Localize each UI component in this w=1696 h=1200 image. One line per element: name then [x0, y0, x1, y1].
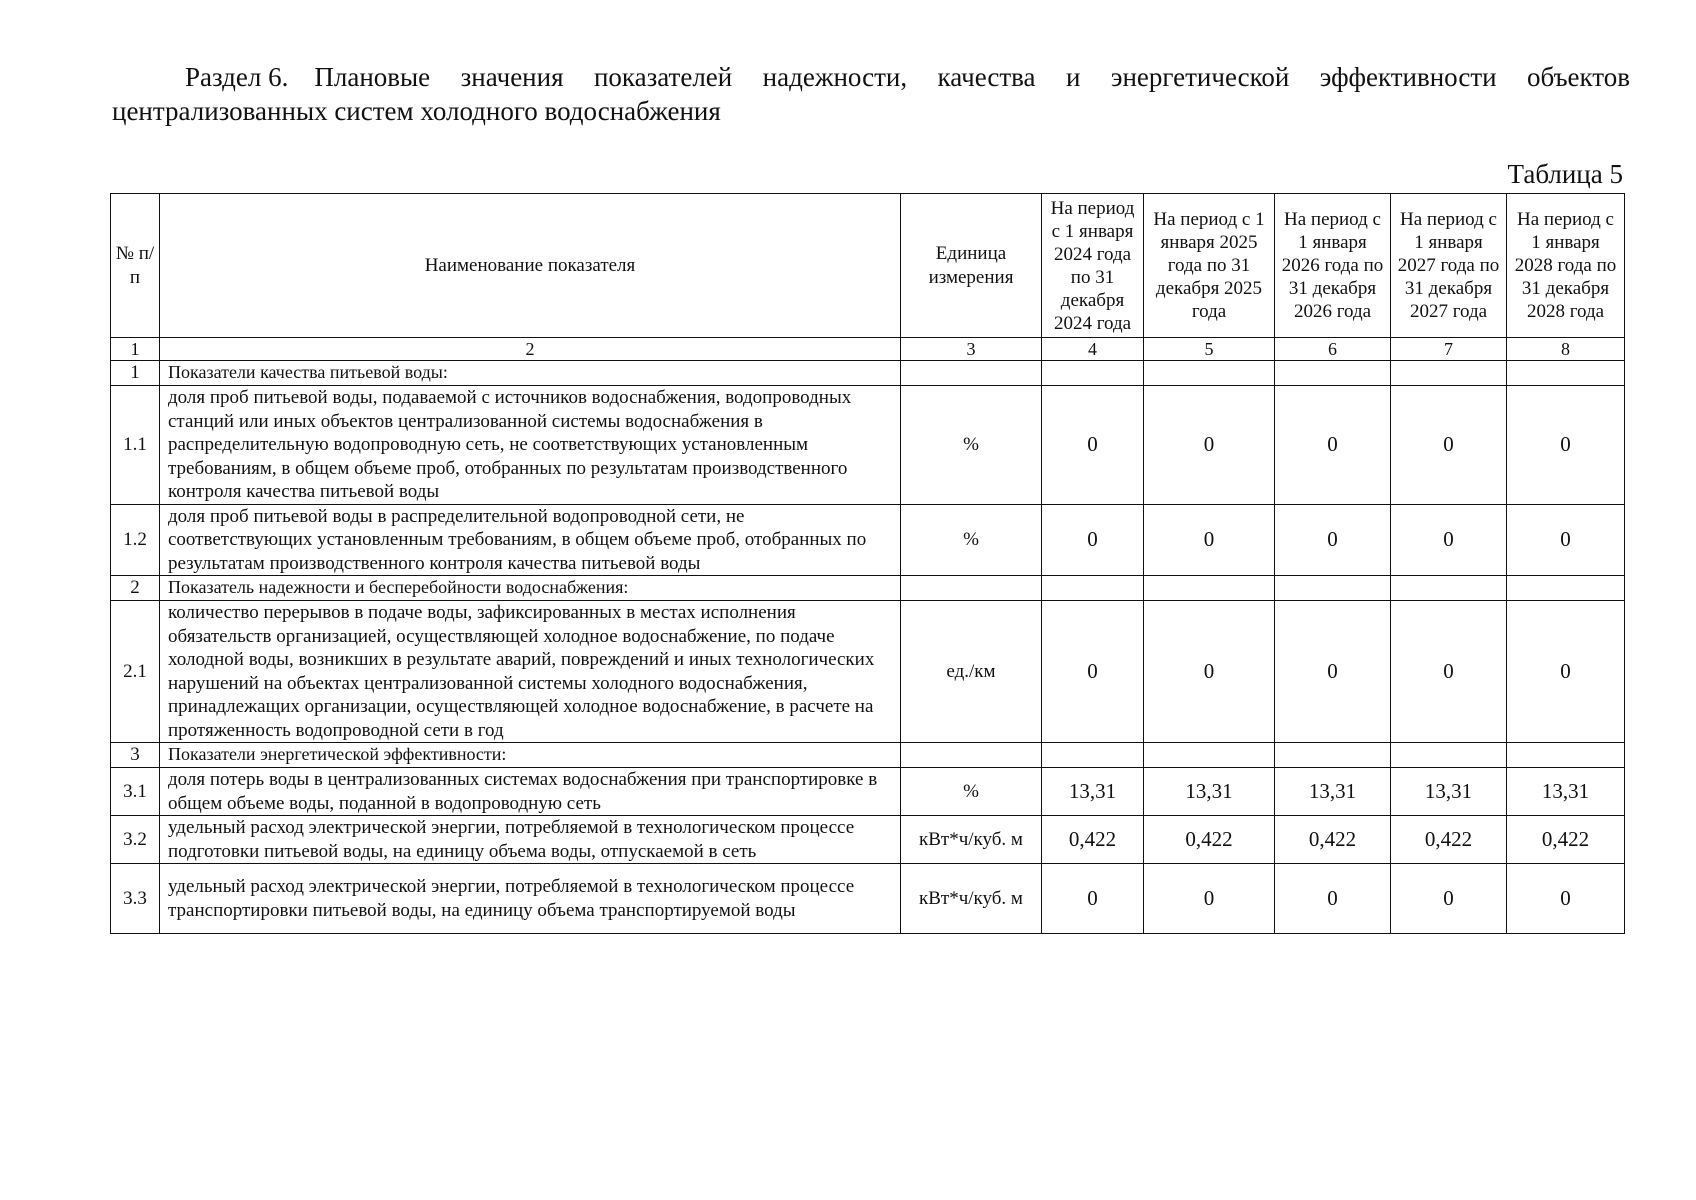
unit-cell: %	[901, 386, 1042, 505]
header-period-2024: На период с 1 января 2024 года по 31 декабря 2024 года	[1042, 194, 1144, 338]
value-cell: 0,422	[1042, 816, 1144, 864]
column-number: 2	[160, 338, 901, 361]
value-cell: 13,31	[1144, 768, 1275, 816]
value-cell	[1391, 576, 1507, 601]
value-cell	[1507, 743, 1625, 768]
table-caption: Таблица 5	[1507, 159, 1623, 189]
table-row	[111, 864, 1625, 934]
value-cell: 0	[1144, 601, 1275, 743]
section-row	[111, 743, 1625, 768]
value-cell	[1042, 743, 1144, 768]
value-cell: 13,31	[1507, 768, 1625, 816]
value-cell: 0	[1507, 601, 1625, 743]
value-cell	[1275, 576, 1391, 601]
indicator-name: доля проб питьевой воды, подаваемой с источников водоснабжения, водопроводных станций или иных объектов централизованной системы водоснабжения в распределительную водопроводную сеть, не соответствующих установленным требованиям, в общем объеме проб, отобранных по результатам производственного контроля качества питьевой воды	[160, 386, 901, 505]
value-cell	[1275, 361, 1391, 386]
column-number: 5	[1144, 338, 1275, 361]
value-cell: 0	[1042, 504, 1144, 576]
value-cell: 0	[1507, 504, 1625, 576]
unit-cell: кВт*ч/куб. м	[901, 816, 1042, 864]
unit-cell	[901, 576, 1042, 601]
header-period-2028: На период с 1 января 2028 года по 31 декабря 2028 года	[1507, 194, 1625, 338]
value-cell: 0	[1391, 386, 1507, 505]
value-cell: 0	[1042, 601, 1144, 743]
section-heading	[112, 60, 1630, 128]
value-cell: 0	[1275, 864, 1391, 934]
header-name: Наименование показателя	[160, 194, 901, 338]
value-cell: 13,31	[1275, 768, 1391, 816]
row-number: 1.2	[111, 504, 160, 576]
value-cell: 0,422	[1275, 816, 1391, 864]
indicator-name: удельный расход электрической энергии, потребляемой в технологическом процессе транспортировки питьевой воды, на единицу объема транспортируемой воды	[160, 864, 901, 934]
column-number: 3	[901, 338, 1042, 361]
row-number: 1.1	[111, 386, 160, 505]
row-number: 3.1	[111, 768, 160, 816]
table-row	[111, 816, 1625, 864]
value-cell: 0	[1042, 386, 1144, 505]
header-row	[111, 194, 1625, 338]
value-cell	[1144, 361, 1275, 386]
header-num: № п/ п	[111, 194, 160, 338]
header-period-2025: На период с 1 января 2025 года по 31 декабря 2025 года	[1144, 194, 1275, 338]
value-cell: 0	[1275, 386, 1391, 505]
table-row	[111, 386, 1625, 505]
table-row	[111, 601, 1625, 743]
value-cell: 0	[1391, 601, 1507, 743]
column-number: 6	[1275, 338, 1391, 361]
row-number: 3.3	[111, 864, 160, 934]
column-number: 8	[1507, 338, 1625, 361]
header-unit: Единица измерения	[901, 194, 1042, 338]
section-label: Раздел 6.	[185, 62, 289, 92]
section-title: Плановые значения показателей надежности, качества и энергетической эффективности объектов централизованных систем холодного водоснабжения	[112, 62, 1630, 126]
column-number: 4	[1042, 338, 1144, 361]
column-number: 7	[1391, 338, 1507, 361]
value-cell	[1144, 743, 1275, 768]
value-cell	[1391, 361, 1507, 386]
value-cell: 0,422	[1144, 816, 1275, 864]
indicator-name: Показатели качества питьевой воды:	[160, 361, 901, 386]
unit-cell: кВт*ч/куб. м	[901, 864, 1042, 934]
indicator-name: Показатели энергетической эффективности:	[160, 743, 901, 768]
value-cell: 0	[1275, 601, 1391, 743]
value-cell	[1275, 743, 1391, 768]
value-cell	[1507, 576, 1625, 601]
value-cell: 0,422	[1391, 816, 1507, 864]
value-cell: 0	[1144, 386, 1275, 505]
row-number: 2.1	[111, 601, 160, 743]
value-cell: 13,31	[1042, 768, 1144, 816]
indicator-name: количество перерывов в подаче воды, зафиксированных в местах исполнения обязательств организацией, осуществляющей холодное водоснабжение, по подаче холодной воды, возникших в результате аварий, повреждений и иных технологических нарушений на объектах централизованной системы холодного водоснабжения, принадлежащих организации, осуществляющей холодное водоснабжение, в расчете на протяженность водопроводной сети в год	[160, 601, 901, 743]
column-number: 1	[111, 338, 160, 361]
value-cell: 0	[1391, 504, 1507, 576]
value-cell: 0	[1507, 386, 1625, 505]
value-cell: 0	[1391, 864, 1507, 934]
indicator-name: доля проб питьевой воды в распределительной водопроводной сети, не соответствующих установленным требованиям, в общем объеме проб, отобранных по результатам производственного контроля качества питьевой воды	[160, 504, 901, 576]
table-row	[111, 504, 1625, 576]
header-period-2027: На период с 1 января 2027 года по 31 декабря 2027 года	[1391, 194, 1507, 338]
value-cell: 13,31	[1391, 768, 1507, 816]
unit-cell: %	[901, 768, 1042, 816]
table-row	[111, 768, 1625, 816]
column-number-row	[111, 338, 1625, 361]
value-cell: 0	[1144, 504, 1275, 576]
row-number: 3.2	[111, 816, 160, 864]
value-cell: 0	[1144, 864, 1275, 934]
unit-cell: ед./км	[901, 601, 1042, 743]
value-cell: 0	[1275, 504, 1391, 576]
indicator-name: Показатель надежности и бесперебойности водоснабжения:	[160, 576, 901, 601]
value-cell	[1042, 576, 1144, 601]
section-row	[111, 576, 1625, 601]
row-number: 1	[111, 361, 160, 386]
value-cell	[1042, 361, 1144, 386]
indicator-name: доля потерь воды в централизованных системах водоснабжения при транспортировке в общем объеме воды, поданной в водопроводную сеть	[160, 768, 901, 816]
value-cell: 0	[1042, 864, 1144, 934]
indicator-name: удельный расход электрической энергии, потребляемой в технологическом процессе подготовки питьевой воды, на единицу объема воды, отпускаемой в сеть	[160, 816, 901, 864]
unit-cell	[901, 743, 1042, 768]
indicators-table	[110, 193, 1625, 934]
unit-cell	[901, 361, 1042, 386]
value-cell: 0,422	[1507, 816, 1625, 864]
value-cell	[1507, 361, 1625, 386]
value-cell: 0	[1507, 864, 1625, 934]
row-number: 2	[111, 576, 160, 601]
row-number: 3	[111, 743, 160, 768]
section-row	[111, 361, 1625, 386]
header-period-2026: На период с 1 января 2026 года по 31 декабря 2026 года	[1275, 194, 1391, 338]
unit-cell: %	[901, 504, 1042, 576]
value-cell	[1391, 743, 1507, 768]
value-cell	[1144, 576, 1275, 601]
